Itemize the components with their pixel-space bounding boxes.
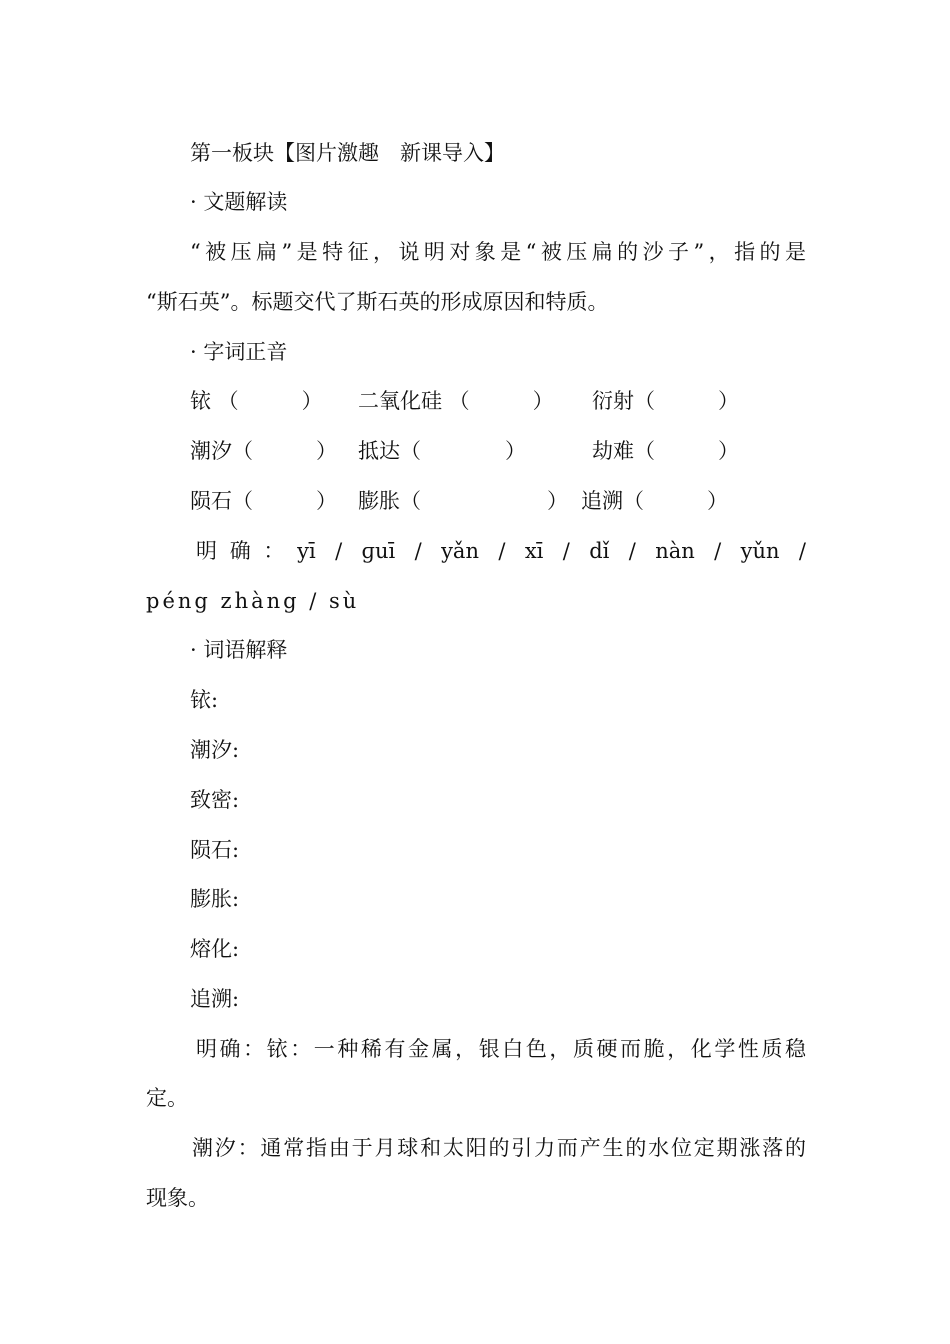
- glossary-term: 膨胀:: [190, 887, 240, 911]
- pronunciation-item: 潮汐（ ）: [190, 439, 337, 463]
- pronunciation-item: 陨石（ ）: [190, 489, 337, 513]
- glossary-term: 潮汐:: [190, 738, 240, 762]
- glossary-term: 铱:: [190, 688, 219, 712]
- pronunciation-item: 抵达（ ）: [358, 439, 526, 463]
- glossary-answer-line: 潮汐：通常指由于月球和太阳的引力而产生的水位定期涨落的: [192, 1136, 806, 1160]
- glossary-term: 致密:: [190, 788, 240, 812]
- pronunciation-item: 二氧化硅 （ ）: [358, 389, 554, 413]
- glossary-term: 陨石:: [190, 838, 240, 862]
- glossary-answer-line: 定。: [146, 1086, 188, 1110]
- pronunciation-item: 衍射（ ）: [592, 389, 739, 413]
- pronunciation-item: 铱 （ ）: [190, 389, 323, 413]
- glossary-term: 追溯:: [190, 987, 240, 1011]
- pronunciation-heading: · 字词正音: [190, 340, 288, 364]
- glossary-term: 熔化:: [190, 937, 240, 961]
- pronunciation-item: 劫难（ ）: [592, 439, 739, 463]
- pronunciation-answer-line: 明确：yī / ɡuī / yǎn / xī / dǐ / nàn / yǔn /: [196, 539, 806, 563]
- section-heading: 第一板块【图片激趣 新课导入】: [190, 141, 505, 165]
- title-reading-paragraph-line: “被压扁”是特征，说明对象是“被压扁的沙子”，指的是: [190, 240, 806, 264]
- pronunciation-item: 追溯（ ）: [581, 489, 728, 513]
- title-reading-paragraph-line: “斯石英”。标题交代了斯石英的形成原因和特质。: [146, 290, 609, 314]
- glossary-heading: · 词语解释: [190, 638, 288, 662]
- title-reading-heading: · 文题解读: [190, 190, 288, 214]
- glossary-answer-line: 明确：铱：一种稀有金属，银白色，质硬而脆，化学性质稳: [196, 1037, 806, 1061]
- pronunciation-item: 膨胀（ ）: [358, 489, 568, 513]
- glossary-answer-line: 现象。: [146, 1186, 209, 1210]
- pronunciation-answer-line: péng zhàng / sù: [146, 589, 360, 613]
